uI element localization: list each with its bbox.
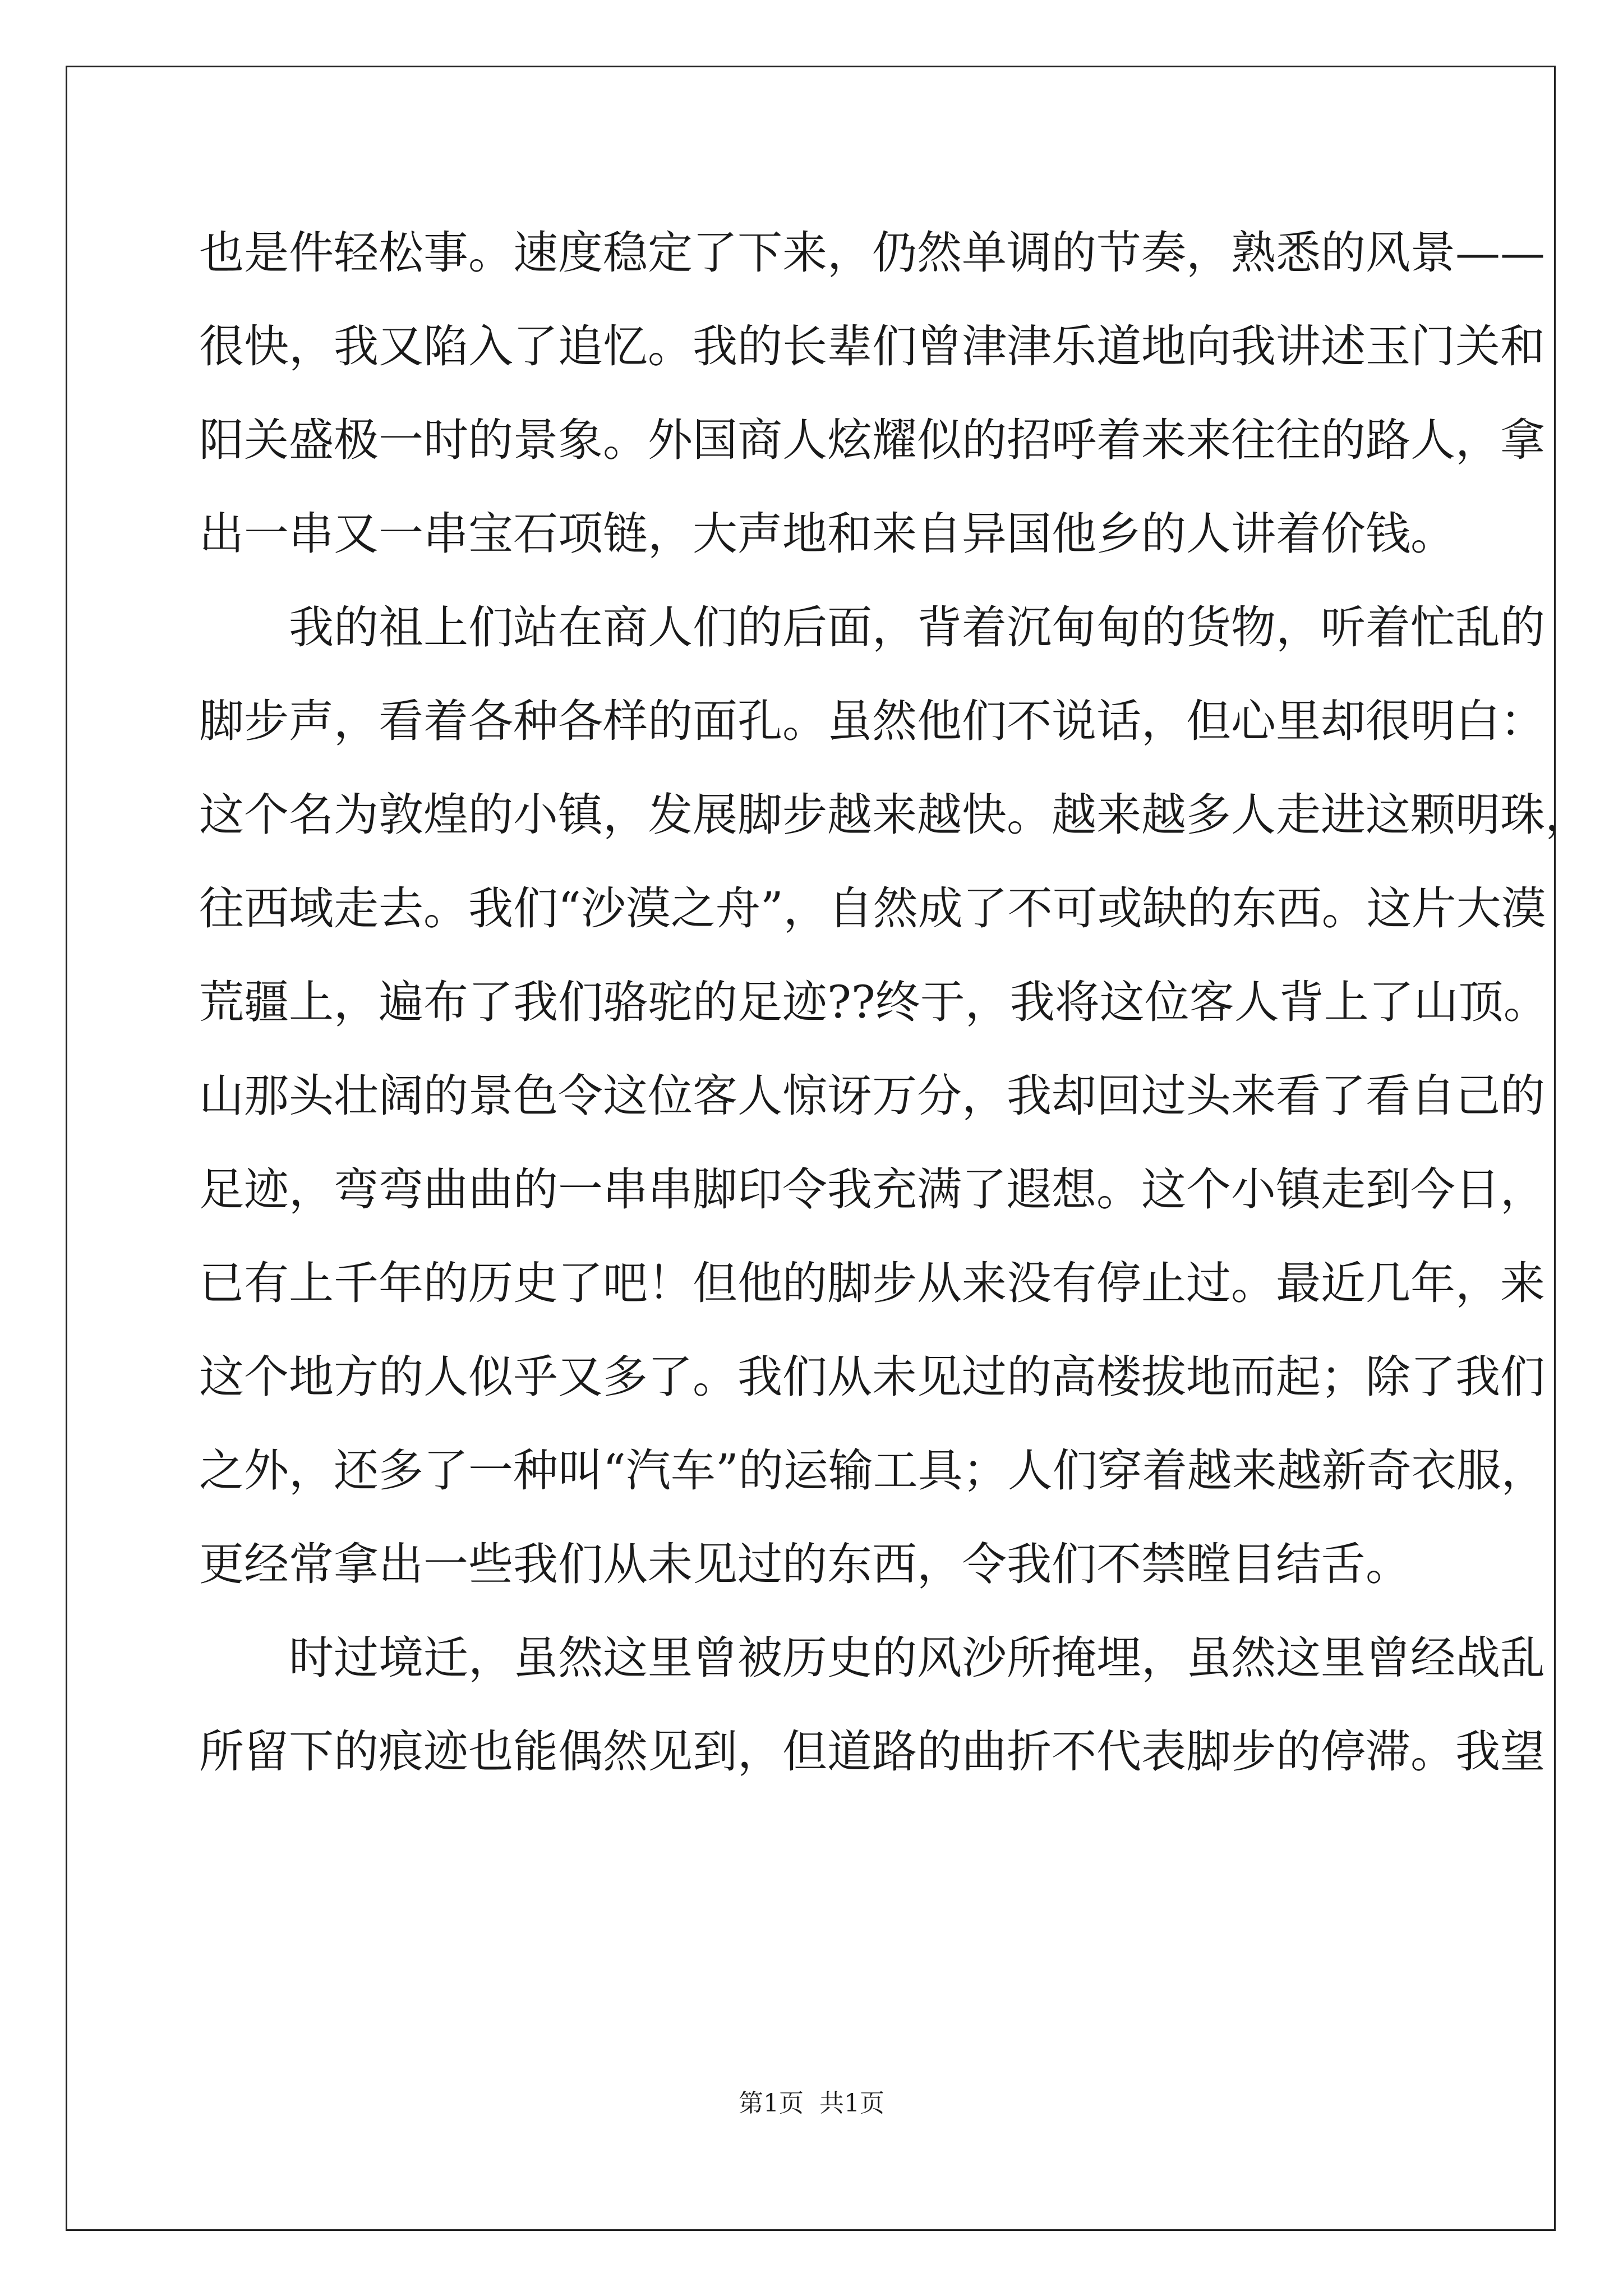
document-body <box>199 206 1590 1798</box>
text-line: 阳关盛极一时的景象。外国商人炫耀似的招呼着来来往往的路人，拿 <box>199 414 1545 466</box>
text-line: 所留下的痕迹也能偶然见到，但道路的曲折不代表脚步的停滞。我望 <box>199 1726 1545 1778</box>
paragraph <box>199 206 1545 581</box>
text-line: 出一串又一串宝石项链，大声地和来自异国他乡的人讲着价钱。 <box>199 508 1455 560</box>
text-line: 很快，我又陷入了追忆。我的长辈们曾津津乐道地向我讲述玉门关和 <box>199 320 1545 372</box>
page-footer <box>0 2087 1623 2120</box>
text-line: 时过境迁，虽然这里曾被历史的风沙所掩埋，虽然这里曾经战乱 <box>289 1632 1545 1684</box>
text-line: 也是件轻松事。速度稳定了下来，仍然单调的节奏，熟悉的风景—— <box>199 227 1545 279</box>
text-line: 我的祖上们站在商人们的后面，背着沉甸甸的货物，听着忙乱的 <box>289 601 1545 654</box>
page-total: 共1页 <box>819 2089 884 2118</box>
text-line: 脚步声，看着各种各样的面孔。虽然他们不说话，但心里却很明白： <box>199 695 1545 747</box>
text-line: 荒疆上，遍布了我们骆驼的足迹??终于，我将这位客人背上了山顶。 <box>199 976 1548 1028</box>
text-line: 已有上千年的历史了吧！但他的脚步从来没有停止过。最近几年，来 <box>199 1257 1545 1309</box>
paragraph <box>199 581 1590 1611</box>
text-line: 山那头壮阔的景色令这位客人惊讶万分，我却回过头来看了看自己的 <box>199 1070 1545 1122</box>
paragraph <box>199 1611 1545 1798</box>
text-line: 往西域走去。我们“沙漠之舟”，自然成了不可或缺的东西。这片大漠 <box>199 882 1546 935</box>
text-line: 更经常拿出一些我们从未见过的东西，令我们不禁瞠目结舌。 <box>199 1538 1410 1590</box>
page-number: 第1页 <box>739 2089 804 2118</box>
text-line: 这个名为敦煌的小镇，发展脚步越来越快。越来越多人走进这颗明珠， <box>199 789 1590 841</box>
text-line: 之外，还多了一种叫“汽车”的运输工具；人们穿着越来越新奇衣服， <box>199 1444 1546 1497</box>
text-line: 足迹，弯弯曲曲的一串串脚印令我充满了遐想。这个小镇走到今日， <box>199 1163 1545 1216</box>
text-line: 这个地方的人似乎又多了。我们从未见过的高楼拔地而起；除了我们 <box>199 1351 1545 1403</box>
